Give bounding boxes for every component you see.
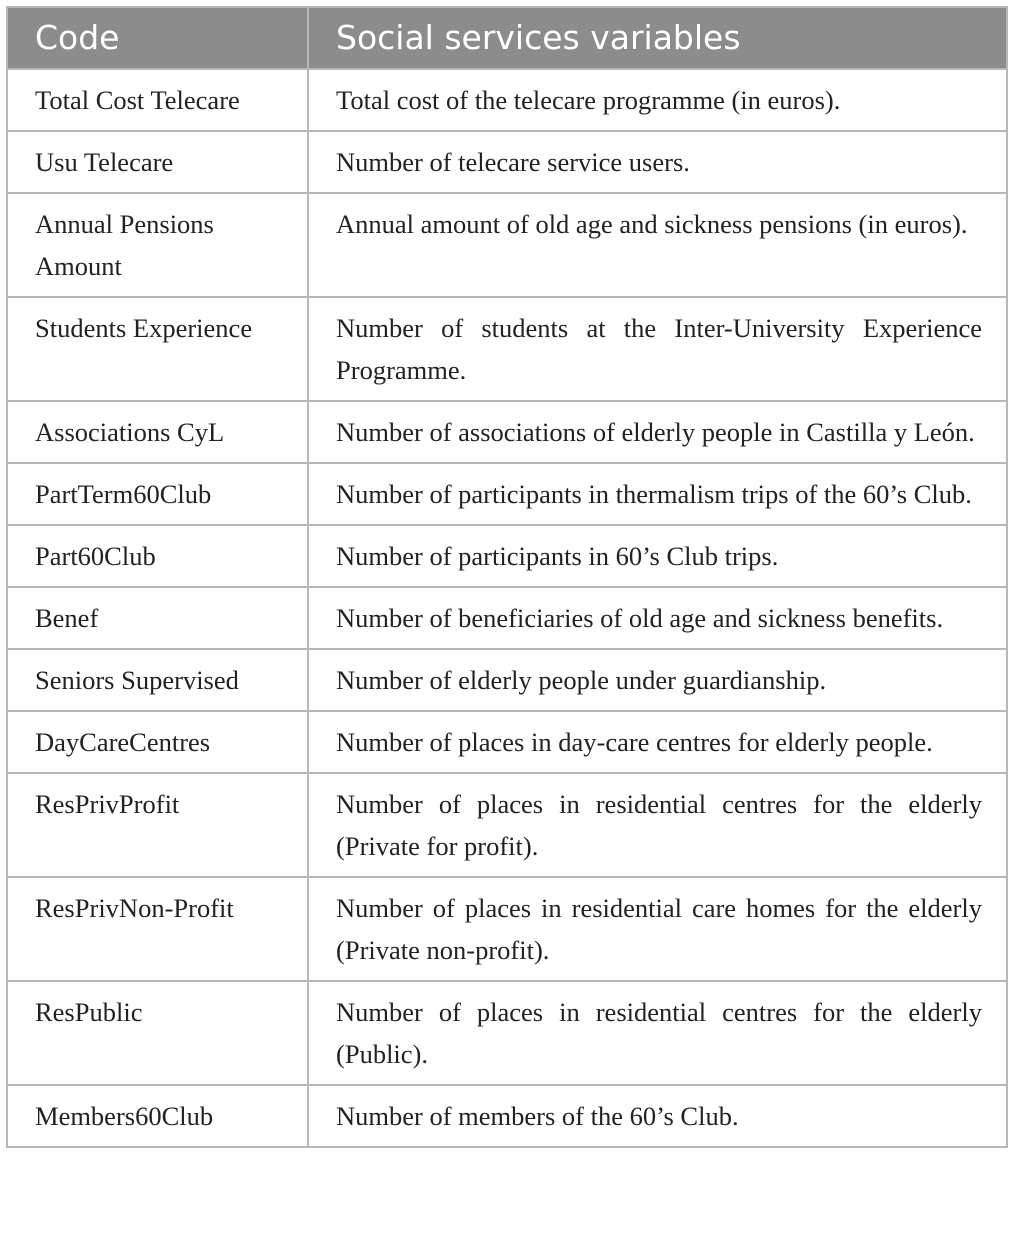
table-row (7, 981, 1007, 1085)
row-description: Annual amount of old age and sickness pensions (in euros). (308, 193, 1007, 297)
row-code: Benef (7, 587, 308, 649)
table-row (7, 463, 1007, 525)
row-description: Number of participants in thermalism trips of the 60’s Club. (308, 463, 1007, 525)
table-body (7, 69, 1007, 1147)
row-description: Number of places in residential care homes for the elderly (Private non-profit). (308, 877, 1007, 981)
row-description: Number of places in residential centres for the elderly (Private for profit). (308, 773, 1007, 877)
row-description: Number of members of the 60’s Club. (308, 1085, 1007, 1147)
row-description: Number of telecare service users. (308, 131, 1007, 193)
row-description: Number of beneficiaries of old age and sickness benefits. (308, 587, 1007, 649)
row-description: Number of associations of elderly people in Castilla y León. (308, 401, 1007, 463)
header-code: Code (7, 7, 308, 69)
table-row (7, 193, 1007, 297)
row-code: PartTerm60Club (7, 463, 308, 525)
table-row (7, 525, 1007, 587)
social-services-table (6, 6, 1008, 1148)
row-code: Associations CyL (7, 401, 308, 463)
row-code: Annual Pensions Amount (7, 193, 308, 297)
table-row (7, 773, 1007, 877)
row-description: Total cost of the telecare programme (in euros). (308, 69, 1007, 131)
row-description: Number of places in day-care centres for elderly people. (308, 711, 1007, 773)
row-code: Total Cost Telecare (7, 69, 308, 131)
table-row (7, 649, 1007, 711)
table-row (7, 297, 1007, 401)
row-description: Number of elderly people under guardianship. (308, 649, 1007, 711)
table-row (7, 1085, 1007, 1147)
row-description: Number of students at the Inter-University Experience Programme. (308, 297, 1007, 401)
row-code: Members60Club (7, 1085, 308, 1147)
row-code: Usu Telecare (7, 131, 308, 193)
table-row (7, 131, 1007, 193)
table-row (7, 711, 1007, 773)
table-row (7, 69, 1007, 131)
row-code: ResPublic (7, 981, 308, 1085)
row-code: Part60Club (7, 525, 308, 587)
row-code: Students Experience (7, 297, 308, 401)
row-code: ResPrivProfit (7, 773, 308, 877)
row-code: Seniors Supervised (7, 649, 308, 711)
header-row (7, 7, 1007, 69)
row-description: Number of participants in 60’s Club trips. (308, 525, 1007, 587)
table-row (7, 877, 1007, 981)
row-description: Number of places in residential centres for the elderly (Public). (308, 981, 1007, 1085)
table-row (7, 401, 1007, 463)
header-social-services-variables: Social services variables (308, 7, 1007, 69)
table-row (7, 587, 1007, 649)
table-header (7, 7, 1007, 69)
row-code: DayCareCentres (7, 711, 308, 773)
social-services-table-container (6, 6, 1006, 1148)
row-code: ResPrivNon-Profit (7, 877, 308, 981)
